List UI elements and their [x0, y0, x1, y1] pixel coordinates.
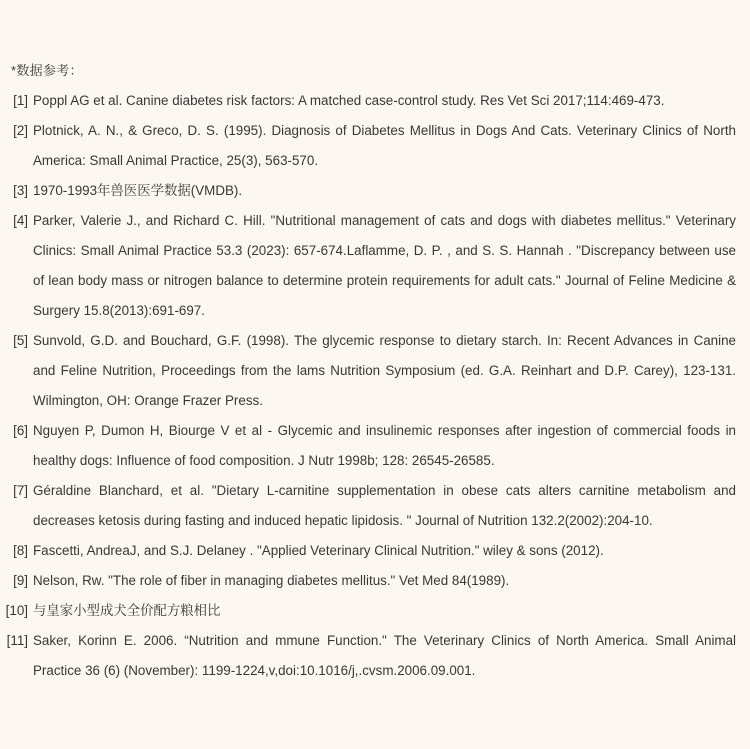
reference-text: 1970-1993年兽医医学数据(VMDB). [33, 183, 243, 198]
reference-text: Plotnick, A. N., & Greco, D. S. (1995). Diagnosis of Diabetes Mellitus in Dogs And Cats. Veterinary Clinics of North America: Small Animal Practice, 25(3), 563-570. [33, 123, 736, 168]
reference-number: [11] [6, 633, 28, 648]
reference-text: Poppl AG et al. Canine diabetes risk factors: A matched case-control study. Res Vet Sci 2017;114:469-473. [33, 93, 665, 108]
reference-number: [8] [13, 543, 28, 558]
reference-item [0, 566, 750, 596]
reference-text: Nguyen P, Dumon H, Biourge V et al - Glycemic and insulinemic responses after ingestion of commercial foods in healthy dogs: Influence of food composition. J Nutr 1998b; 128: 26545-26585. [33, 423, 736, 468]
reference-item [0, 206, 750, 326]
reference-text: 与皇家小型成犬全价配方粮相比 [33, 603, 221, 618]
reference-number: [7] [13, 483, 28, 498]
reference-item [0, 416, 750, 476]
reference-item [0, 326, 750, 416]
reference-text: Parker, Valerie J., and Richard C. Hill. "Nutritional management of cats and dogs with diabetes mellitus." Veterinary Clinics: Small Animal Practice 53.3 (2023): 657-674.Laflamme, D. P. , and S. S. Hannah . "Discrepancy between use of lean body mass or nitrogen balance to determine protein requirements for adult cats." Journal of Feline Medicine & Surgery 15.8(2013):691-697. [33, 213, 736, 318]
reference-text: Fascetti, AndreaJ, and S.J. Delaney . "Applied Veterinary Clinical Nutrition." wiley & sons (2012). [33, 543, 604, 558]
reference-list [0, 86, 750, 686]
reference-text: Saker, Korinn E. 2006. “Nutrition and mmune Function." The Veterinary Clinics of North America. Small Animal Practice 36 (6) (November): 1199-1224,v,doi:10.1016/j,.cvsm.2006.09.001. [33, 633, 736, 678]
reference-number: [4] [13, 213, 28, 228]
references-heading: *数据参考： [11, 63, 83, 78]
reference-text: Nelson, Rw. "The role of fiber in managing diabetes mellitus." Vet Med 84(1989). [33, 573, 510, 588]
reference-item [0, 86, 750, 116]
reference-number: [6] [13, 423, 28, 438]
reference-number: [1] [13, 93, 28, 108]
reference-number: [3] [13, 183, 28, 198]
reference-item [0, 116, 750, 176]
reference-number: [5] [13, 333, 28, 348]
reference-item [0, 596, 750, 626]
reference-item [0, 176, 750, 206]
reference-item [0, 626, 750, 686]
reference-item [0, 476, 750, 536]
reference-number: [10] [5, 603, 28, 618]
reference-item [0, 536, 750, 566]
reference-number: [9] [13, 573, 28, 588]
reference-number: [2] [13, 123, 28, 138]
reference-text: Géraldine Blanchard, et al. "Dietary L-carnitine supplementation in obese cats alters carnitine metabolism and decreases ketosis during fasting and induced hepatic lipidosis. " Journal of Nutrition 132.2(2002):204-10. [33, 483, 736, 528]
reference-text: Sunvold, G.D. and Bouchard, G.F. (1998). The glycemic response to dietary starch. In: Recent Advances in Canine and Feline Nutrition, Proceedings from the lams Nutrition Symposium (ed. G.A. Reinhart and D.P. Carey), 123-131. Wilmington, OH: Orange Frazer Press. [33, 333, 736, 408]
